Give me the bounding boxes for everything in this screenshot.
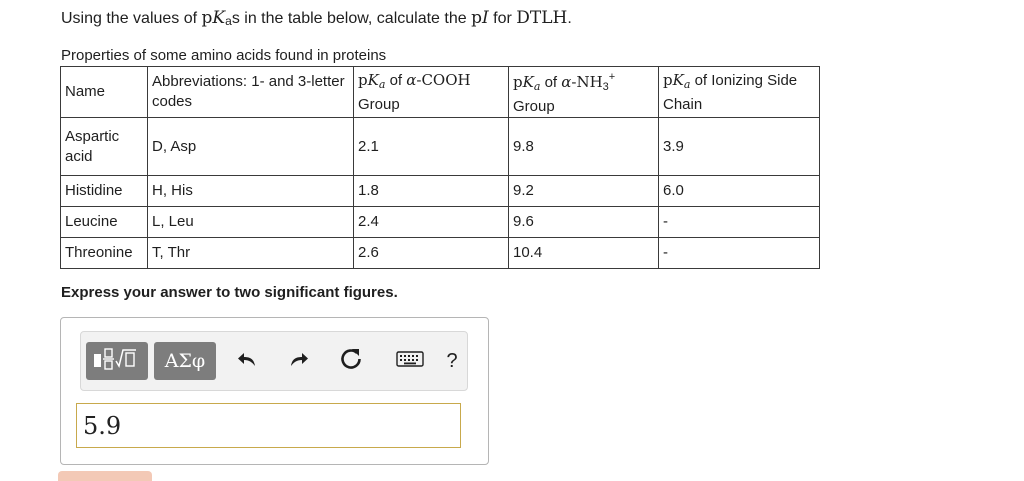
header-name: Name xyxy=(61,67,148,118)
reset-icon xyxy=(338,346,364,377)
question-mid: s in the table below, calculate the xyxy=(231,10,472,27)
redo-button[interactable] xyxy=(284,346,314,376)
answer-panel xyxy=(60,317,489,465)
math-toolbar xyxy=(80,331,468,391)
question-prefix: Using the values of xyxy=(61,10,202,27)
cell-side: - xyxy=(659,238,820,269)
cell-name: Aspartic acid xyxy=(61,118,148,176)
reset-button[interactable] xyxy=(336,346,366,376)
amino-acid-table xyxy=(60,66,820,269)
cell-side: 3.9 xyxy=(659,118,820,176)
help-button[interactable] xyxy=(441,346,463,376)
cell-name: Histidine xyxy=(61,176,148,207)
question-text xyxy=(61,8,572,28)
header-pka-side-chain: $pK_a$ of Ionizing Side Chain xyxy=(659,67,820,118)
header-abbreviations: Abbreviations: 1- and 3-letter codes xyxy=(148,67,354,118)
cell-side: - xyxy=(659,207,820,238)
answer-value: 5.9 xyxy=(83,411,122,440)
cell-name: Leucine xyxy=(61,207,148,238)
table-row xyxy=(61,176,820,207)
cell-cooh: 1.8 xyxy=(354,176,509,207)
cell-name: Threonine xyxy=(61,238,148,269)
header-pka-cooh: $pK_a$ of α-COOH Group xyxy=(354,67,509,118)
cell-nh3: 9.2 xyxy=(509,176,659,207)
cell-cooh: 2.1 xyxy=(354,118,509,176)
table-row xyxy=(61,207,820,238)
header-pka-nh3: $pK_a$ of $\alpha-NH_3^+$ Group xyxy=(509,67,659,118)
redo-icon xyxy=(287,347,311,376)
table-header-row xyxy=(61,67,820,118)
cell-abbrev: T, Thr xyxy=(148,238,354,269)
question-for: for xyxy=(488,10,517,27)
cell-abbrev: H, His xyxy=(148,176,354,207)
answer-input[interactable] xyxy=(76,403,461,448)
greek-symbols-button[interactable] xyxy=(154,342,216,380)
answer-instruction: Express your answer to two significant figures. xyxy=(61,284,398,301)
keyboard-button[interactable] xyxy=(392,346,428,376)
help-icon: ? xyxy=(446,349,458,372)
cell-side: 6.0 xyxy=(659,176,820,207)
cell-nh3: 9.8 xyxy=(509,118,659,176)
cell-abbrev: L, Leu xyxy=(148,207,354,238)
undo-icon xyxy=(235,347,259,376)
templates-button[interactable] xyxy=(86,342,148,380)
peptide-name: DTLH xyxy=(516,8,568,28)
keyboard-icon xyxy=(396,351,424,372)
undo-button[interactable] xyxy=(232,346,262,376)
submit-button[interactable] xyxy=(58,471,152,481)
pi-symbol: pI xyxy=(471,8,489,28)
cell-cooh: 2.4 xyxy=(354,207,509,238)
pka-subscript: a xyxy=(225,14,232,28)
cell-cooh: 2.6 xyxy=(354,238,509,269)
greek-symbols-label: ΑΣφ xyxy=(164,350,206,372)
question-end: . xyxy=(567,10,572,27)
templates-icon xyxy=(91,346,143,377)
table-row xyxy=(61,238,820,269)
table-row xyxy=(61,118,820,176)
cell-abbrev: D, Asp xyxy=(148,118,354,176)
cell-nh3: 10.4 xyxy=(509,238,659,269)
pka-symbol: pK xyxy=(201,8,226,28)
cell-nh3: 9.6 xyxy=(509,207,659,238)
table-caption: Properties of some amino acids found in proteins xyxy=(61,47,387,64)
